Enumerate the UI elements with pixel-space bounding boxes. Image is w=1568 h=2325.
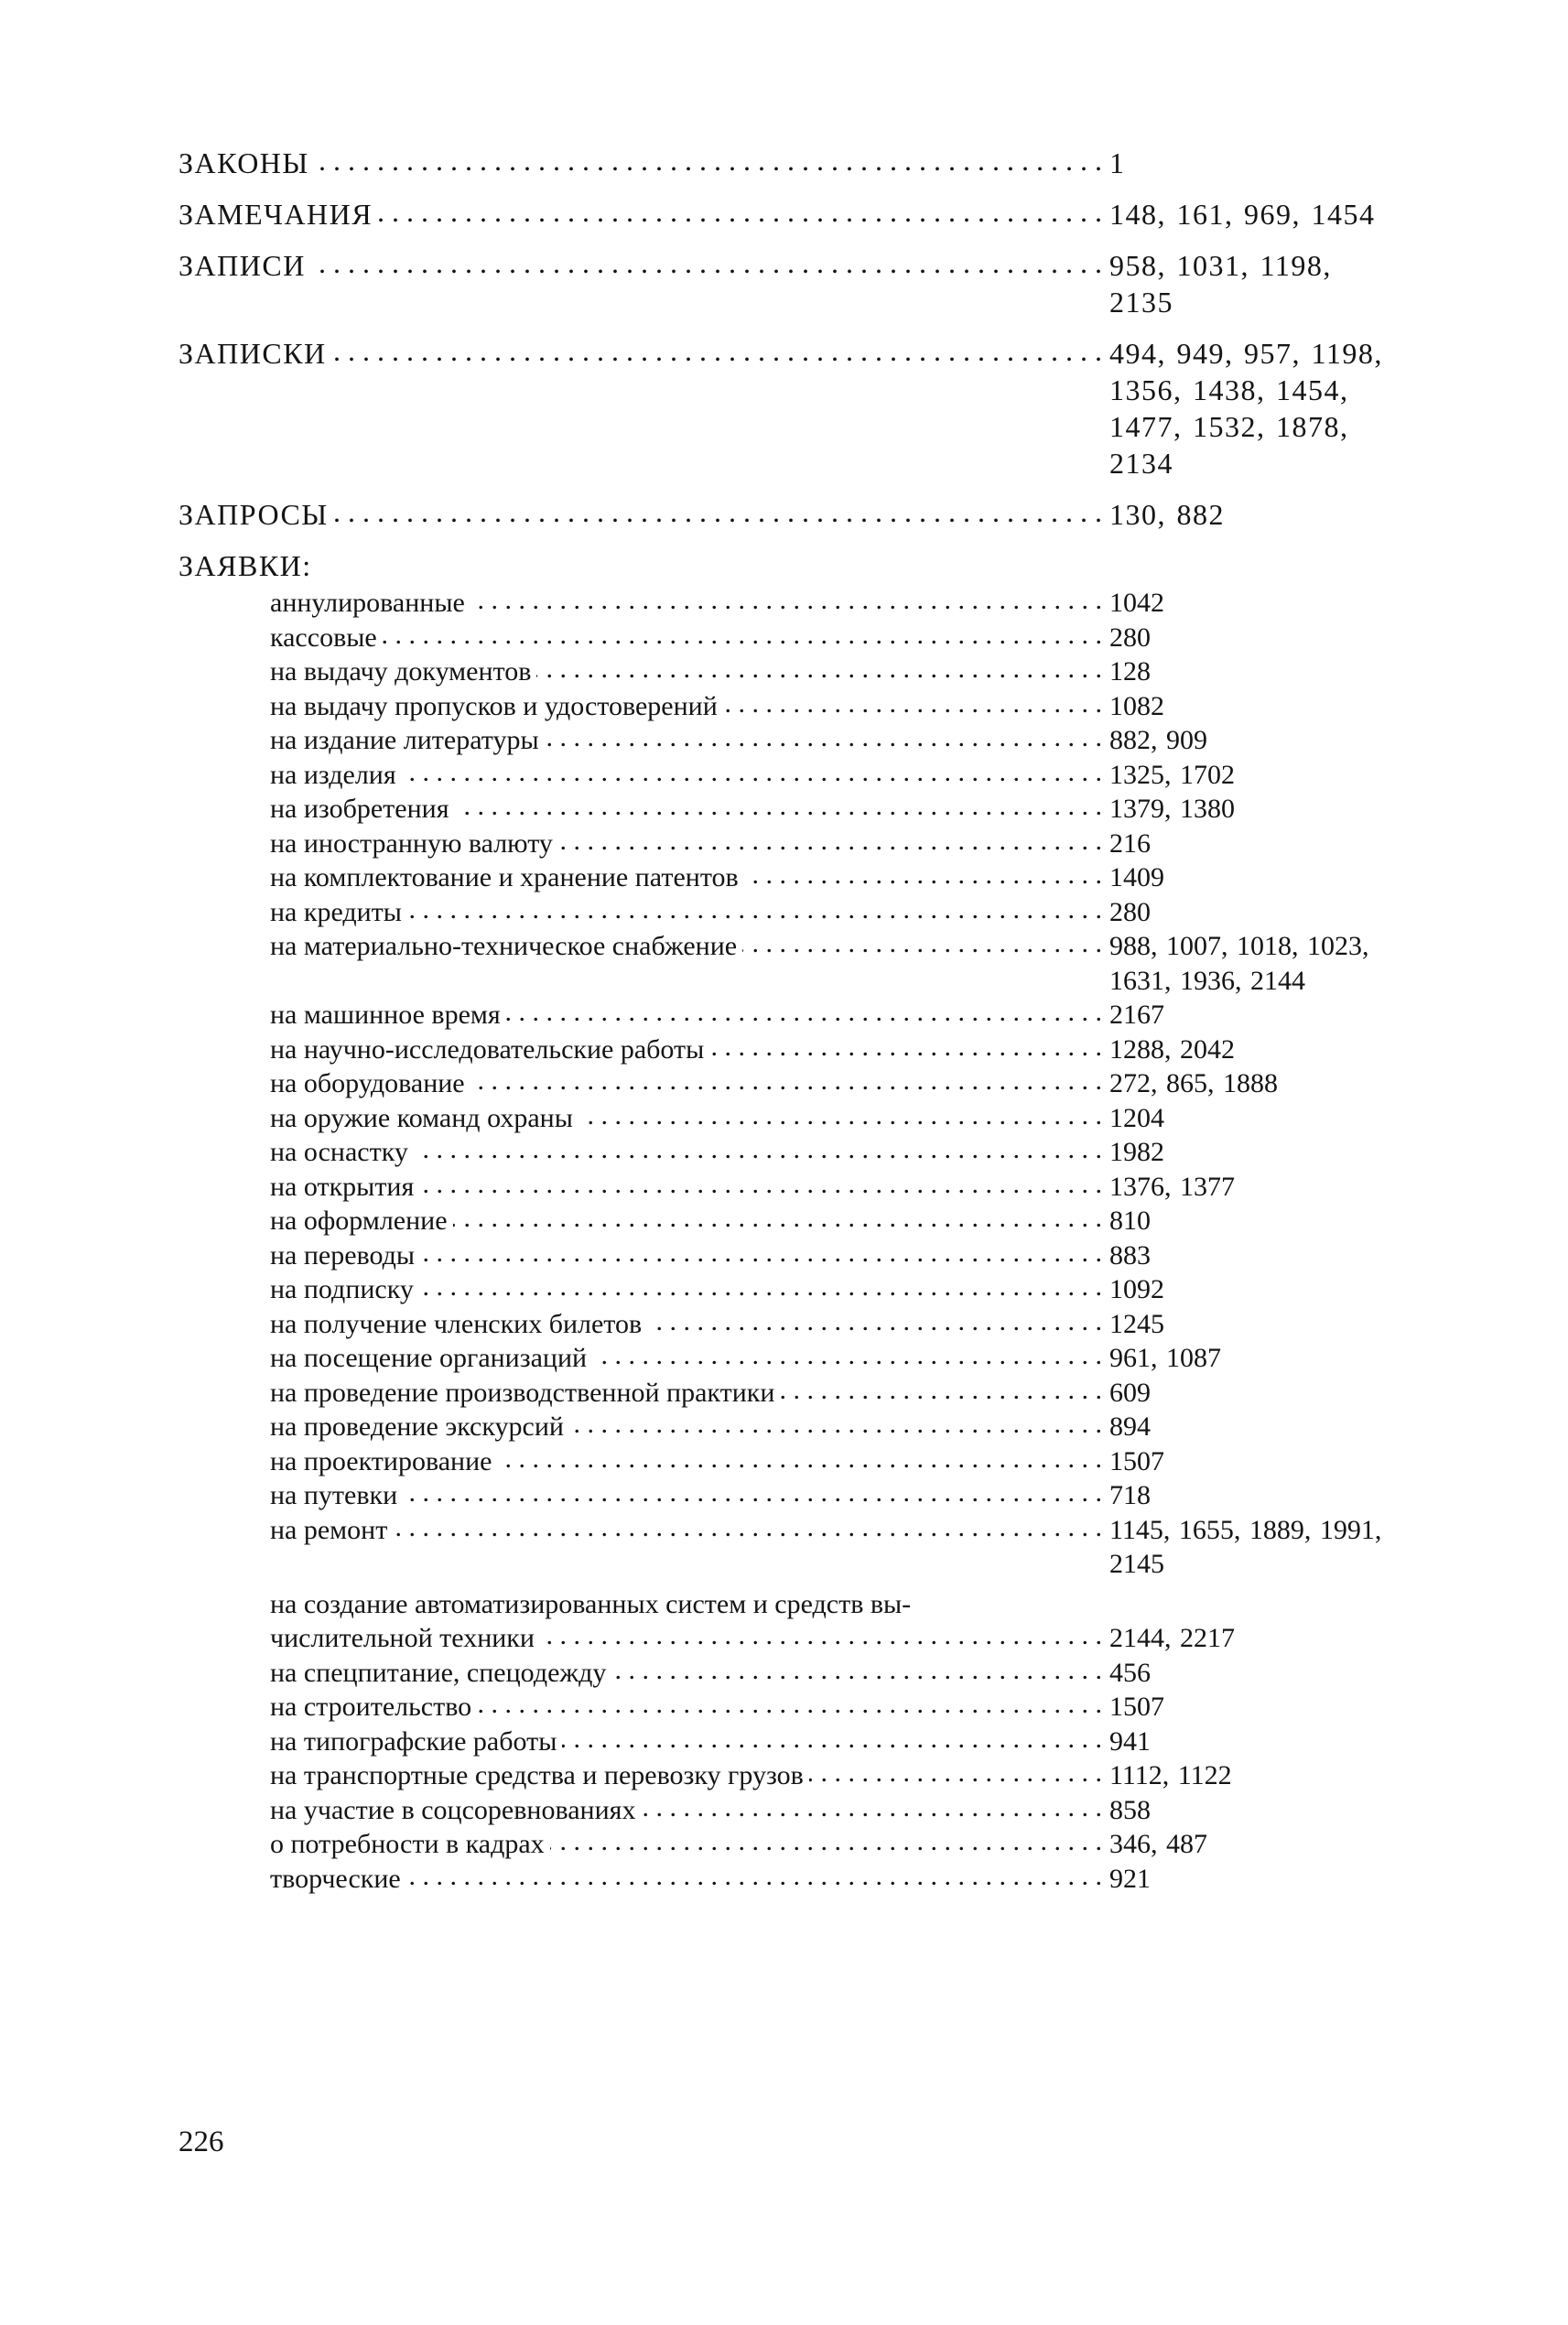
- index-term: на проектирование: [270, 1445, 492, 1476]
- index-entry-zapiski: [178, 335, 1405, 481]
- index-term: на научно-исследовательские работы: [270, 1033, 705, 1065]
- leader-dots: [744, 860, 1102, 888]
- index-term: на участие в соцсоревнованиях: [270, 1794, 636, 1825]
- index-refs: 1325, 1702: [1109, 759, 1235, 790]
- index-refs: 148, 161, 969, 1454: [1109, 198, 1376, 231]
- leader-dots: [414, 1135, 1102, 1162]
- index-refs: 1092: [1109, 1274, 1164, 1304]
- index-refs: 1982: [1109, 1137, 1164, 1167]
- index-refs: 961, 1087: [1109, 1343, 1221, 1373]
- sub-entry: [270, 1478, 1405, 1513]
- index-term: на ремонт: [270, 1514, 388, 1545]
- index-term: на комплектование и хранение патентов: [270, 862, 739, 892]
- sub-entry: [270, 586, 1405, 621]
- index-term: на получение членских билетов: [270, 1308, 643, 1339]
- index-entry-zaprosy: [178, 496, 1405, 533]
- index-refs: 810: [1109, 1206, 1151, 1236]
- index-refs: 1376, 1377: [1109, 1171, 1235, 1202]
- leader-dots: [592, 1341, 1102, 1368]
- sub-entry: [270, 1238, 1405, 1273]
- index-refs: 1: [1109, 146, 1126, 179]
- leader-dots: [455, 792, 1102, 819]
- sub-entry: [270, 654, 1405, 689]
- leader-dots: [470, 1066, 1102, 1094]
- leader-dots: [579, 1101, 1102, 1129]
- index-term: творческие: [270, 1863, 401, 1894]
- subject-index: [178, 145, 1405, 1896]
- index-term: на типографские работы: [270, 1725, 557, 1757]
- index-term: на материально-техническое снабжение: [270, 931, 738, 961]
- page-number: 226: [178, 2125, 224, 2158]
- index-term: на изобретения: [270, 794, 449, 824]
- sub-entry: [270, 1033, 1405, 1067]
- wrapped-entry-tail: [270, 1621, 1405, 1656]
- leader-dots: [641, 1793, 1102, 1821]
- index-refs: 958, 1031, 1198, 2135: [1109, 249, 1332, 319]
- leader-dots: [647, 1307, 1102, 1335]
- leader-dots: [334, 496, 1102, 525]
- index-refs: 2167: [1109, 1000, 1164, 1030]
- index-refs: 894: [1109, 1411, 1151, 1442]
- leader-dots: [420, 1238, 1102, 1266]
- index-refs: 1288, 2042: [1109, 1033, 1235, 1065]
- index-refs: 280: [1109, 622, 1151, 653]
- index-term: на машинное время: [270, 1000, 501, 1030]
- index-term: ЗАПИСКИ: [178, 337, 327, 370]
- sub-entry: [270, 1204, 1405, 1238]
- leader-dots: [780, 1376, 1102, 1403]
- index-term: на иностранную валюту: [270, 827, 553, 859]
- leader-dots: [315, 145, 1102, 174]
- index-refs: 494, 949, 957, 1198, 1356, 1438, 1454, 1477, 1532, 1878, 2134: [1109, 337, 1383, 480]
- leader-dots: [540, 1621, 1102, 1649]
- index-refs: 858: [1109, 1794, 1151, 1825]
- index-term: кассовые: [270, 622, 377, 653]
- leader-dots: [419, 1272, 1102, 1300]
- index-term: на открытия: [270, 1171, 415, 1202]
- index-term: на оборудование: [270, 1068, 465, 1098]
- leader-dots: [558, 827, 1102, 854]
- leader-dots: [311, 247, 1102, 276]
- index-refs: 883: [1109, 1239, 1151, 1271]
- index-term: на спецпитание, спецодежду: [270, 1657, 607, 1688]
- index-entry-zapisi: [178, 247, 1405, 320]
- index-refs: 456: [1109, 1657, 1151, 1688]
- leader-dots: [562, 1725, 1102, 1752]
- index-refs: 1082: [1109, 690, 1164, 721]
- sub-entry: [270, 895, 1405, 930]
- index-term: на кредиты: [270, 896, 402, 927]
- sub-entry: [270, 1656, 1405, 1691]
- index-term: на выдачу пропусков и удостоверений: [270, 690, 718, 721]
- index-term: на путевки: [270, 1480, 398, 1510]
- sub-entry: [270, 1725, 1405, 1759]
- index-refs: 346, 487: [1109, 1829, 1207, 1859]
- wrapped-sub-entry: [178, 1587, 1405, 1656]
- sub-entry: [270, 621, 1405, 655]
- index-refs: 1379, 1380: [1109, 794, 1235, 824]
- sub-entry: [270, 827, 1405, 861]
- leader-dots: [536, 654, 1102, 682]
- index-refs: 1507: [1109, 1445, 1164, 1476]
- sub-entry: [270, 1444, 1405, 1479]
- index-refs: 921: [1109, 1863, 1151, 1894]
- index-term: ЗАПРОСЫ: [178, 498, 329, 531]
- leader-dots: [383, 621, 1102, 648]
- leader-dots: [611, 1656, 1102, 1683]
- index-refs: 1042: [1109, 588, 1164, 618]
- leader-dots: [550, 1827, 1102, 1855]
- index-term: на издание литературы: [270, 725, 539, 755]
- sub-entry: [270, 1376, 1405, 1411]
- index-term: ЗАКОНЫ: [178, 146, 309, 179]
- leader-dots: [393, 1513, 1102, 1541]
- index-refs: 1245: [1109, 1308, 1164, 1339]
- leader-dots: [497, 1444, 1102, 1472]
- leader-dots: [723, 689, 1102, 717]
- leader-dots: [569, 1410, 1102, 1437]
- sub-entry: [270, 1135, 1405, 1170]
- index-term-line-1: на создание автоматизированных систем и средств вы-: [270, 1588, 912, 1619]
- group-heading-text: ЗАЯВКИ:: [178, 549, 312, 582]
- index-refs: 128: [1109, 656, 1151, 687]
- index-term: на изделия: [270, 759, 396, 790]
- leader-dots: [545, 723, 1102, 751]
- leader-dots: [809, 1758, 1102, 1786]
- index-entry-zamechaniya: [178, 196, 1405, 232]
- index-term: на посещение организаций: [270, 1343, 588, 1373]
- index-refs: 882, 909: [1109, 725, 1207, 755]
- index-term: на проведение производственной практики: [270, 1377, 775, 1408]
- sub-entry: [270, 1066, 1405, 1101]
- index-refs: 1112, 1122: [1109, 1760, 1232, 1790]
- index-refs: 988, 1007, 1018, 1023, 1631, 1936, 2144: [1109, 931, 1369, 996]
- index-term: на проведение экскурсий: [270, 1411, 564, 1442]
- sub-entry: [270, 1307, 1405, 1342]
- index-refs: 280: [1109, 896, 1151, 927]
- index-term: ЗАМЕЧАНИЯ: [178, 198, 373, 231]
- index-term: на оружие команд охраны: [270, 1102, 573, 1133]
- group-heading: [178, 547, 1405, 584]
- index-refs: 130, 882: [1109, 498, 1225, 531]
- sub-entry: [270, 1758, 1405, 1793]
- index-entry-zakony: [178, 145, 1405, 181]
- sub-entry: [270, 1793, 1405, 1828]
- index-refs: 609: [1109, 1377, 1151, 1408]
- index-refs: 1409: [1109, 862, 1164, 892]
- sub-entry: [270, 1513, 1405, 1582]
- index-refs: 1145, 1655, 1889, 1991, 2145: [1109, 1514, 1382, 1579]
- index-term: на оформление: [270, 1206, 448, 1236]
- index-term: на оснастку: [270, 1137, 408, 1167]
- sub-entry: [270, 1170, 1405, 1205]
- sub-entry: [270, 1101, 1405, 1136]
- index-term: на переводы: [270, 1239, 416, 1271]
- sub-entry: [270, 1690, 1405, 1725]
- leader-dots: [378, 196, 1102, 225]
- sub-entry: [270, 792, 1405, 827]
- sub-entry: [270, 860, 1405, 895]
- sub-entry: [270, 758, 1405, 793]
- leader-dots: [470, 586, 1102, 613]
- index-refs: 2144, 2217: [1109, 1623, 1235, 1653]
- index-refs: 718: [1109, 1480, 1151, 1510]
- index-term: аннулированные: [270, 588, 465, 618]
- leader-dots: [407, 895, 1102, 923]
- sub-entry: [270, 1410, 1405, 1444]
- index-refs: 941: [1109, 1725, 1151, 1757]
- sub-entry: [270, 1341, 1405, 1376]
- leader-dots: [419, 1170, 1102, 1197]
- sub-entry: [270, 929, 1405, 998]
- index-refs: 1204: [1109, 1102, 1164, 1133]
- leader-dots: [506, 998, 1102, 1025]
- sub-entry: [270, 1827, 1405, 1862]
- leader-dots: [402, 758, 1102, 785]
- index-term-line-2: числительной техники: [270, 1623, 535, 1653]
- index-term: на подписку: [270, 1274, 414, 1304]
- sub-entry: [270, 998, 1405, 1033]
- index-term: ЗАПИСИ: [178, 249, 306, 282]
- index-term: на строительство: [270, 1692, 472, 1722]
- leader-dots: [742, 929, 1102, 957]
- index-refs: 216: [1109, 827, 1151, 859]
- leader-dots: [332, 335, 1102, 364]
- sub-entry: [270, 723, 1405, 758]
- sub-entry: [270, 1272, 1405, 1307]
- leader-dots: [477, 1690, 1102, 1717]
- index-term: на выдачу документов: [270, 656, 532, 687]
- index-term: на транспортные средства и перевозку грузов: [270, 1760, 804, 1790]
- index-refs: 1507: [1109, 1692, 1164, 1722]
- sub-entry: [270, 1862, 1405, 1897]
- leader-dots: [709, 1033, 1102, 1060]
- leader-dots: [453, 1204, 1102, 1231]
- leader-dots: [406, 1862, 1102, 1889]
- leader-dots: [403, 1478, 1102, 1506]
- index-term: о потребности в кадрах: [270, 1829, 545, 1859]
- sub-entry: [270, 689, 1405, 724]
- index-refs: 272, 865, 1888: [1109, 1068, 1278, 1098]
